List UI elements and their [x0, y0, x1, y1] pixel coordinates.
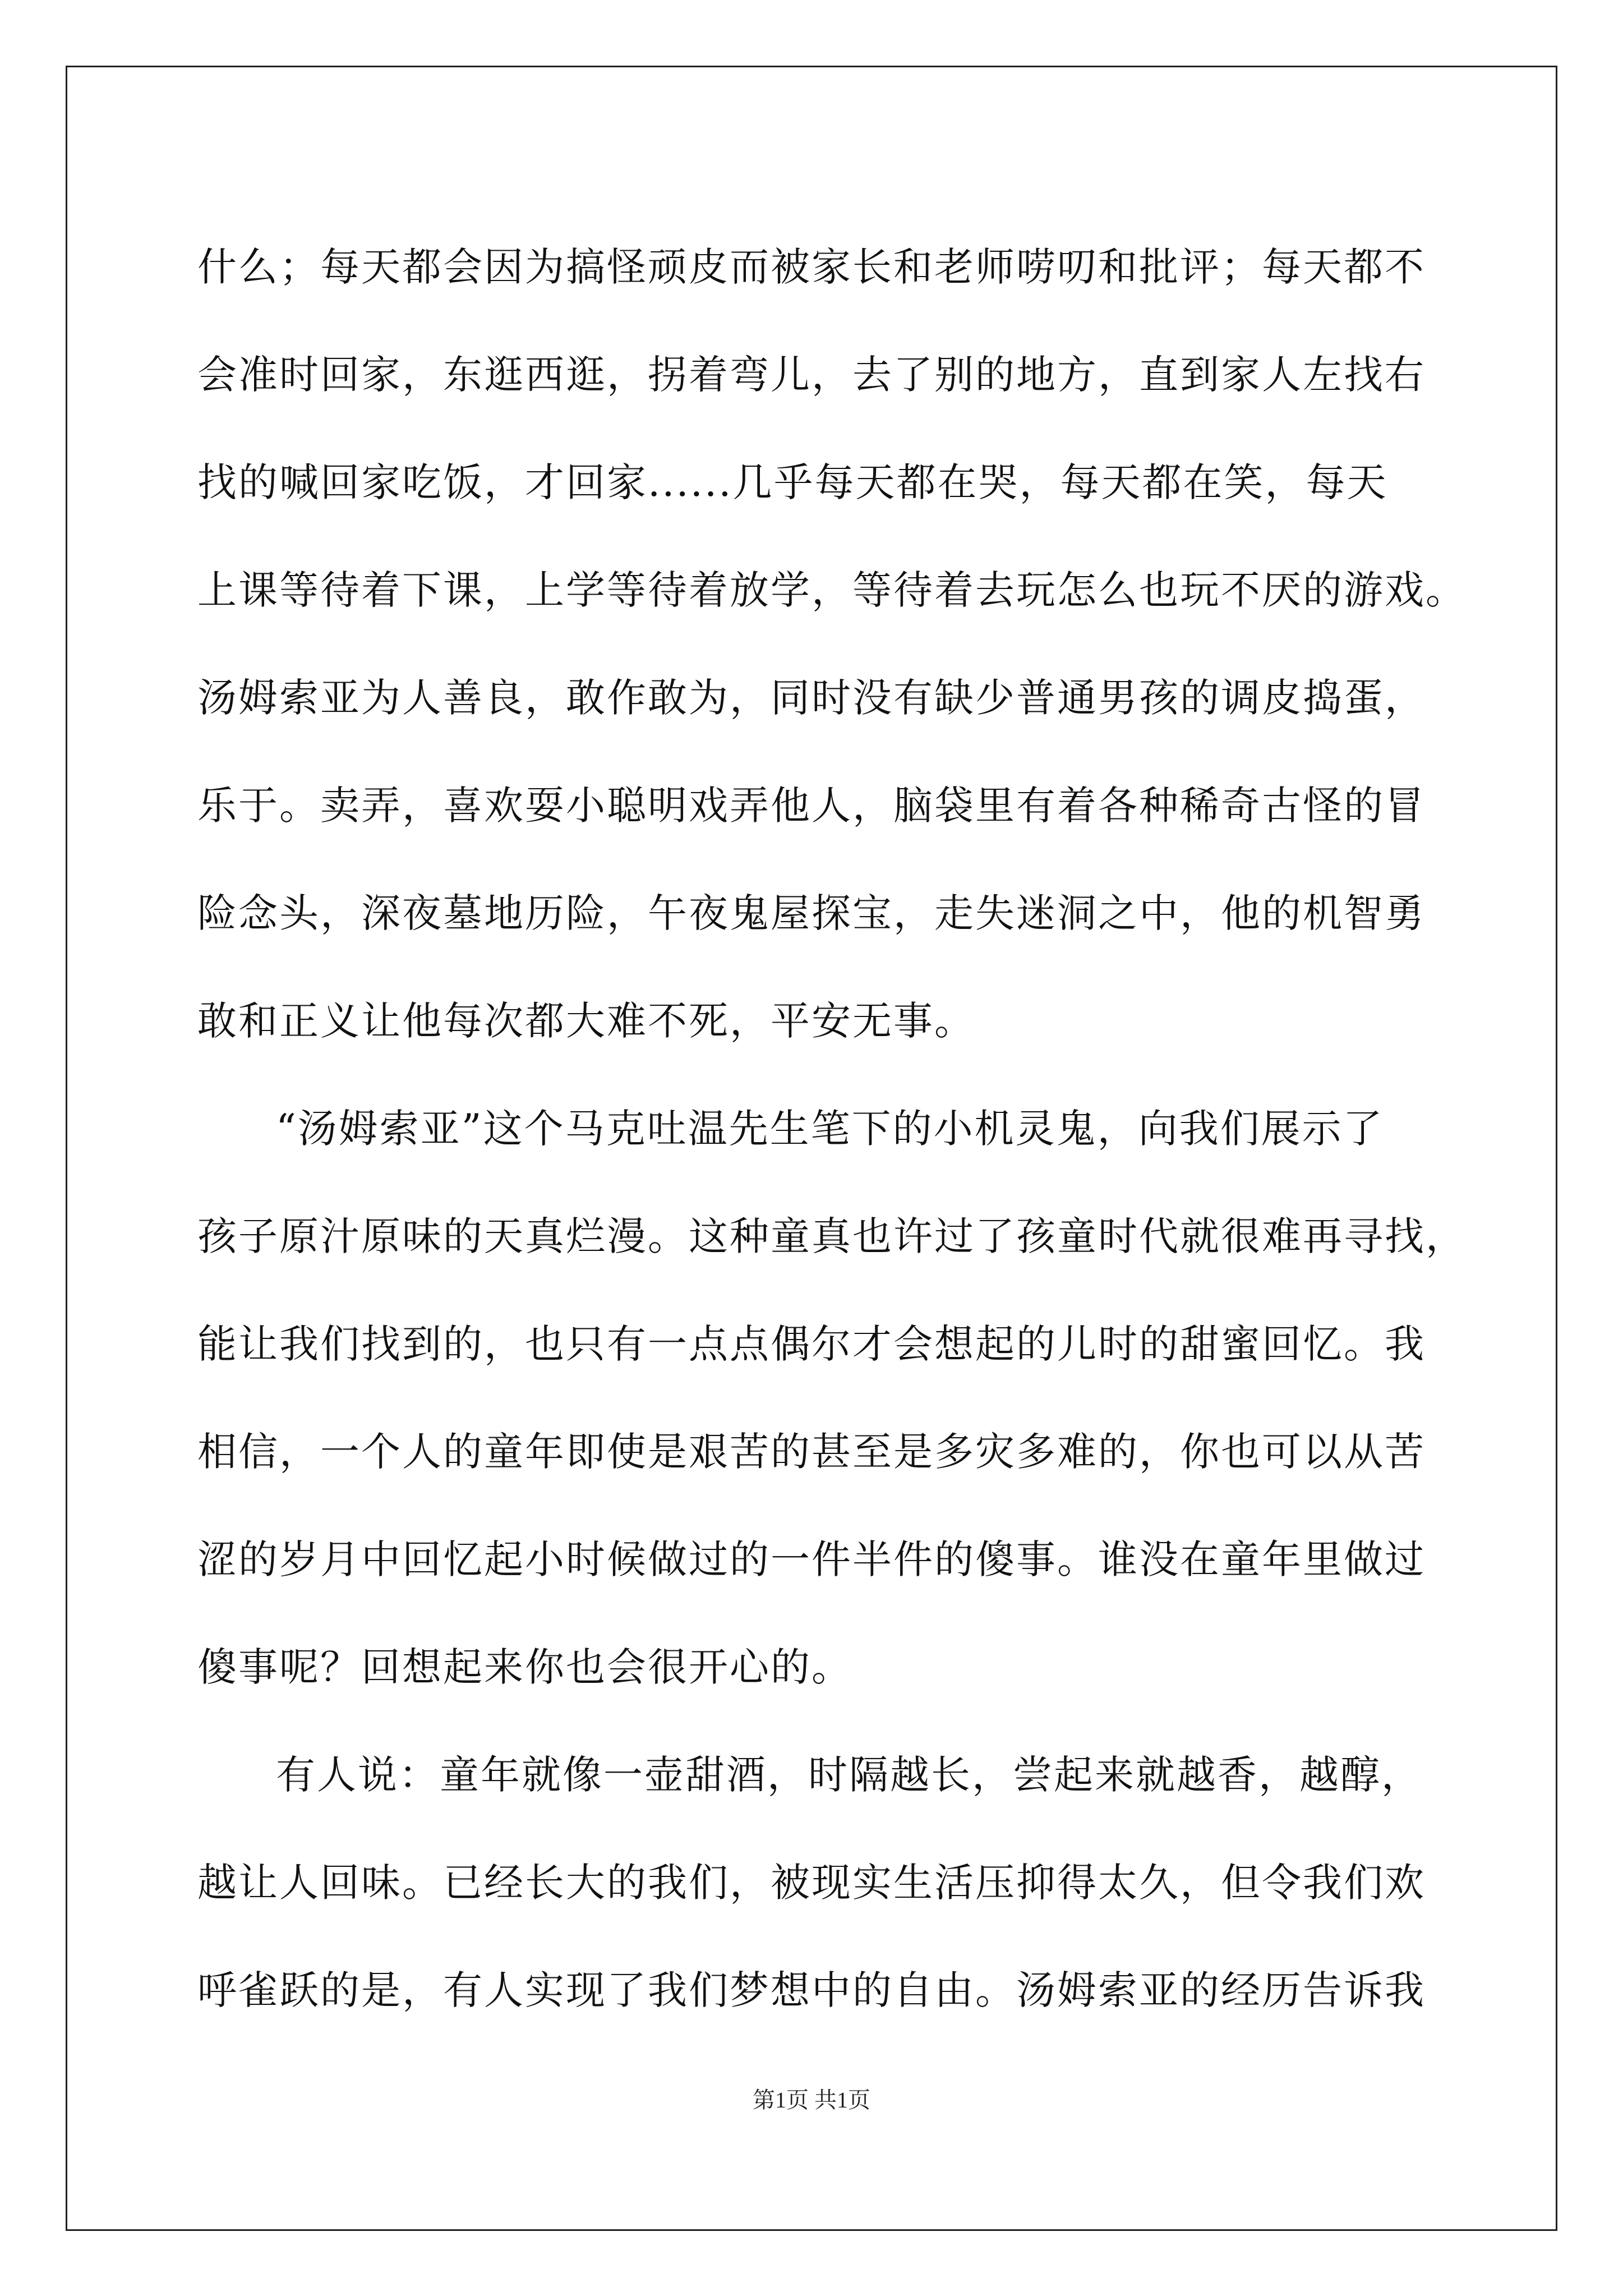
text-line-4: 上课等待着下课，上学等待着放学，等待着去玩怎么也玩不厌的游戏。	[197, 567, 1467, 613]
page-footer: 第1页 共1页	[753, 2087, 870, 2113]
text-line-11: 能让我们找到的，也只有一点点偶尔才会想起的儿时的甜蜜回忆。我	[197, 1321, 1426, 1367]
text-line-13: 涩的岁月中回忆起小时候做过的一件半件的傻事。谁没在童年里做过	[197, 1536, 1426, 1582]
text-line-16: 越让人回味。已经长大的我们，被现实生活压抑得太久，但令我们欢	[197, 1860, 1426, 1906]
text-line-2: 会准时回家，东逛西逛，拐着弯儿，去了别的地方，直到家人左找右	[197, 352, 1426, 398]
text-line-15: 有人说：童年就像一壶甜酒，时隔越长，尝起来就越香，越醇，	[276, 1752, 1422, 1798]
document-body	[197, 213, 1467, 2044]
text-line-17: 呼雀跃的是，有人实现了我们梦想中的自由。汤姆索亚的经历告诉我	[197, 1967, 1426, 2013]
text-line-5: 汤姆索亚为人善良，敢作敢为，同时没有缺少普通男孩的调皮捣蛋，	[197, 675, 1426, 721]
text-line-14: 傻事呢？回想起来你也会很开心的。	[197, 1644, 852, 1690]
text-line-12: 相信，一个人的童年即使是艰苦的甚至是多灾多难的，你也可以从苦	[197, 1429, 1426, 1475]
text-line-3: 找的喊回家吃饭，才回家......几乎每天都在哭，每天都在笑，每天	[197, 459, 1388, 505]
text-line-9: “汤姆索亚”这个马克吐温先生笔下的小机灵鬼，向我们展示了	[276, 1106, 1384, 1152]
text-line-6: 乐于。卖弄，喜欢耍小聪明戏弄他人，脑袋里有着各种稀奇古怪的冒	[197, 783, 1426, 829]
text-line-10: 孩子原汁原味的天真烂漫。这种童真也许过了孩童时代就很难再寻找，	[197, 1213, 1467, 1259]
text-line-8: 敢和正义让他每次都大难不死，平安无事。	[197, 998, 975, 1044]
text-line-1: 什么；每天都会因为搞怪顽皮而被家长和老师唠叨和批评；每天都不	[197, 244, 1426, 290]
text-line-7: 险念头，深夜墓地历险，午夜鬼屋探宝，走失迷洞之中，他的机智勇	[197, 890, 1426, 936]
